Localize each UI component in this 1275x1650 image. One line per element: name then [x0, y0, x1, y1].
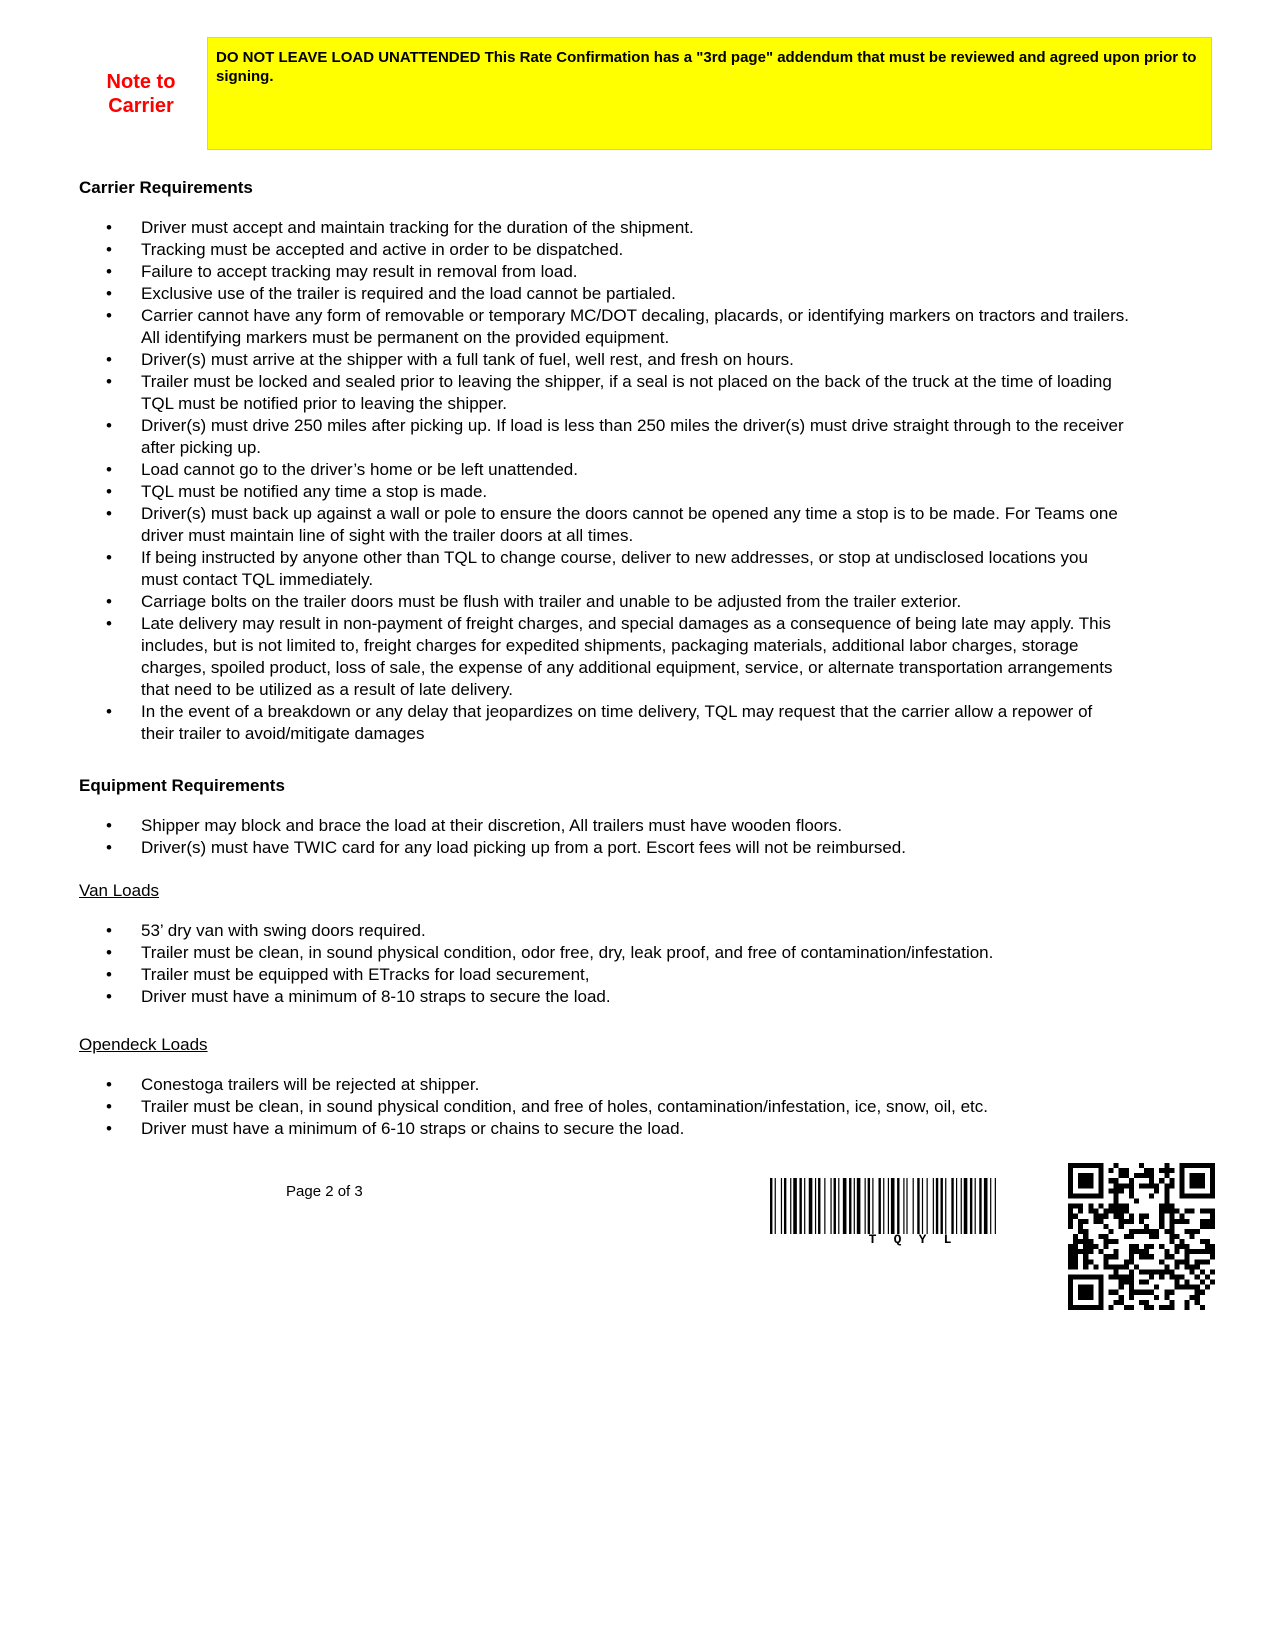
bullet-dot: •	[106, 262, 112, 281]
carrier-requirements-title: Carrier Requirements	[79, 178, 253, 197]
bullet-text: Late delivery may result in non-payment of freight charges, and special damages as a consequence of being late may apply. This includes, but is not limited to, freight charges for expedited shipments, packaging materials, additional labor charges, storage charges, spoiled product, loss of sale, the expense of any additional equipment, service, or alternate transportation arrangements that need to be utilized as a result of late delivery.	[141, 614, 1113, 699]
bullet-dot: •	[106, 416, 112, 435]
bullet-dot: •	[106, 965, 112, 984]
opendeck-loads-title: Opendeck Loads	[79, 1035, 208, 1054]
bullet-dot: •	[106, 1075, 112, 1094]
bullet-dot: •	[106, 921, 112, 940]
bullet-item	[79, 283, 1129, 305]
bullet-text: Shipper may block and brace the load at their discretion, All trailers must have wooden floors.	[141, 816, 843, 835]
bullet-item	[79, 503, 1129, 547]
bullet-dot: •	[106, 350, 112, 369]
bullet-text: Driver(s) must drive 250 miles after picking up. If load is less than 250 miles the driver(s) must drive straight through to the receiver after picking up.	[141, 416, 1124, 457]
bullet-item	[79, 1074, 1129, 1096]
bullet-dot: •	[106, 284, 112, 303]
bullet-item	[79, 942, 1129, 964]
barcode-char: Q	[893, 1232, 902, 1247]
note-to-carrier-label: Note to Carrier	[106, 71, 176, 117]
bullet-text: Driver(s) must arrive at the shipper with a full tank of fuel, well rest, and fresh on hours.	[141, 350, 794, 369]
van-loads-list	[79, 920, 1129, 1008]
bullet-dot: •	[106, 306, 112, 325]
bullet-dot: •	[106, 548, 112, 567]
bullet-item	[79, 986, 1129, 1008]
bullet-dot: •	[106, 482, 112, 501]
bullet-item	[79, 920, 1129, 942]
bullet-item	[79, 591, 1129, 613]
bullet-item	[79, 547, 1129, 591]
bullet-item	[79, 371, 1129, 415]
carrier-requirements-list	[79, 217, 1129, 745]
bullet-item	[79, 217, 1129, 239]
van-loads-title: Van Loads	[79, 881, 160, 900]
bullet-item	[79, 964, 1129, 986]
bullet-item	[79, 415, 1129, 459]
bullet-dot: •	[106, 987, 112, 1006]
bullet-item	[79, 239, 1129, 261]
bullet-dot: •	[106, 816, 112, 835]
bullet-item	[79, 613, 1129, 701]
bullet-dot: •	[106, 460, 112, 479]
bullet-text: Trailer must be clean, in sound physical condition, and free of holes, contamination/infestation, ice, snow, oil, etc.	[141, 1097, 989, 1116]
bullet-item	[79, 701, 1129, 745]
bullet-dot: •	[106, 218, 112, 237]
bullet-text: Driver must accept and maintain tracking for the duration of the shipment.	[141, 218, 694, 237]
carrier-requirements-section	[79, 177, 1129, 745]
equipment-requirements-title: Equipment Requirements	[79, 776, 285, 795]
bullet-dot: •	[106, 838, 112, 857]
equipment-requirements-section	[79, 775, 1129, 859]
page-number: Page 2 of 3	[286, 1183, 363, 1200]
bullet-text: Trailer must be clean, in sound physical condition, odor free, dry, leak proof, and free of contamination/infestation.	[141, 943, 994, 962]
bullet-dot: •	[106, 372, 112, 391]
bullet-text: Driver(s) must have TWIC card for any load picking up from a port. Escort fees will not be reimbursed.	[141, 838, 906, 857]
bullet-text: Trailer must be equipped with ETracks for load securement,	[141, 965, 590, 984]
van-loads-section	[79, 880, 1129, 1008]
bullet-item	[79, 305, 1129, 349]
bullet-item	[79, 837, 1129, 859]
bullet-text: Driver(s) must back up against a wall or pole to ensure the doors cannot be opened any time a stop is to be made. For Teams one driver must maintain line of sight with the trailer doors at all times.	[141, 504, 1118, 545]
barcode-char: L	[943, 1232, 952, 1247]
barcode-caption	[770, 1232, 1055, 1247]
barcode-image	[770, 1178, 1055, 1234]
bullet-text: If being instructed by anyone other than TQL to change course, deliver to new addresses, or stop at undisclosed locations you must contact TQL immediately.	[141, 548, 1088, 589]
opendeck-loads-list	[79, 1074, 1129, 1140]
bullet-item	[79, 1118, 1129, 1140]
bullet-item	[79, 1096, 1129, 1118]
bullet-text: Carriage bolts on the trailer doors must be flush with trailer and unable to be adjusted from the trailer exterior.	[141, 592, 962, 611]
bullet-text: Trailer must be locked and sealed prior to leaving the shipper, if a seal is not placed on the back of the truck at the time of loading TQL must be notified prior to leaving the shipper.	[141, 372, 1112, 413]
bullet-dot: •	[106, 943, 112, 962]
bullet-item	[79, 261, 1129, 283]
bullet-text: Exclusive use of the trailer is required and the load cannot be partialed.	[141, 284, 676, 303]
barcode-char: T	[868, 1232, 877, 1247]
bullet-text: Load cannot go to the driver’s home or be left unattended.	[141, 460, 578, 479]
bullet-dot: •	[106, 1119, 112, 1138]
equipment-requirements-list	[79, 815, 1129, 859]
opendeck-loads-section	[79, 1034, 1129, 1140]
bullet-dot: •	[106, 614, 112, 633]
bullet-item	[79, 815, 1129, 837]
bullet-text: Carrier cannot have any form of removable or temporary MC/DOT decaling, placards, or identifying markers on tractors and trailers. All identifying markers must be permanent on the provided equipment.	[141, 306, 1129, 347]
bullet-dot: •	[106, 1097, 112, 1116]
bullet-text: Tracking must be accepted and active in order to be dispatched.	[141, 240, 624, 259]
qr-code-image	[1068, 1163, 1215, 1310]
bullet-dot: •	[106, 504, 112, 523]
barcode-char: Y	[918, 1232, 927, 1247]
bullet-dot: •	[106, 592, 112, 611]
bullet-item	[79, 459, 1129, 481]
bullet-text: 53’ dry van with swing doors required.	[141, 921, 426, 940]
bullet-text: Failure to accept tracking may result in removal from load.	[141, 262, 578, 281]
note-banner: DO NOT LEAVE LOAD UNATTENDED This Rate Confirmation has a "3rd page" addendum that must be reviewed and agreed upon prior to signing.	[207, 37, 1212, 150]
bullet-text: Conestoga trailers will be rejected at shipper.	[141, 1075, 480, 1094]
bullet-text: In the event of a breakdown or any delay that jeopardizes on time delivery, TQL may request that the carrier allow a repower of their trailer to avoid/mitigate damages	[141, 702, 1093, 743]
bullet-text: TQL must be notified any time a stop is made.	[141, 482, 488, 501]
bullet-item	[79, 349, 1129, 371]
bullet-dot: •	[106, 240, 112, 259]
bullet-item	[79, 481, 1129, 503]
bullet-text: Driver must have a minimum of 6-10 straps or chains to secure the load.	[141, 1119, 685, 1138]
bullet-dot: •	[106, 702, 112, 721]
bullet-text: Driver must have a minimum of 8-10 straps to secure the load.	[141, 987, 611, 1006]
